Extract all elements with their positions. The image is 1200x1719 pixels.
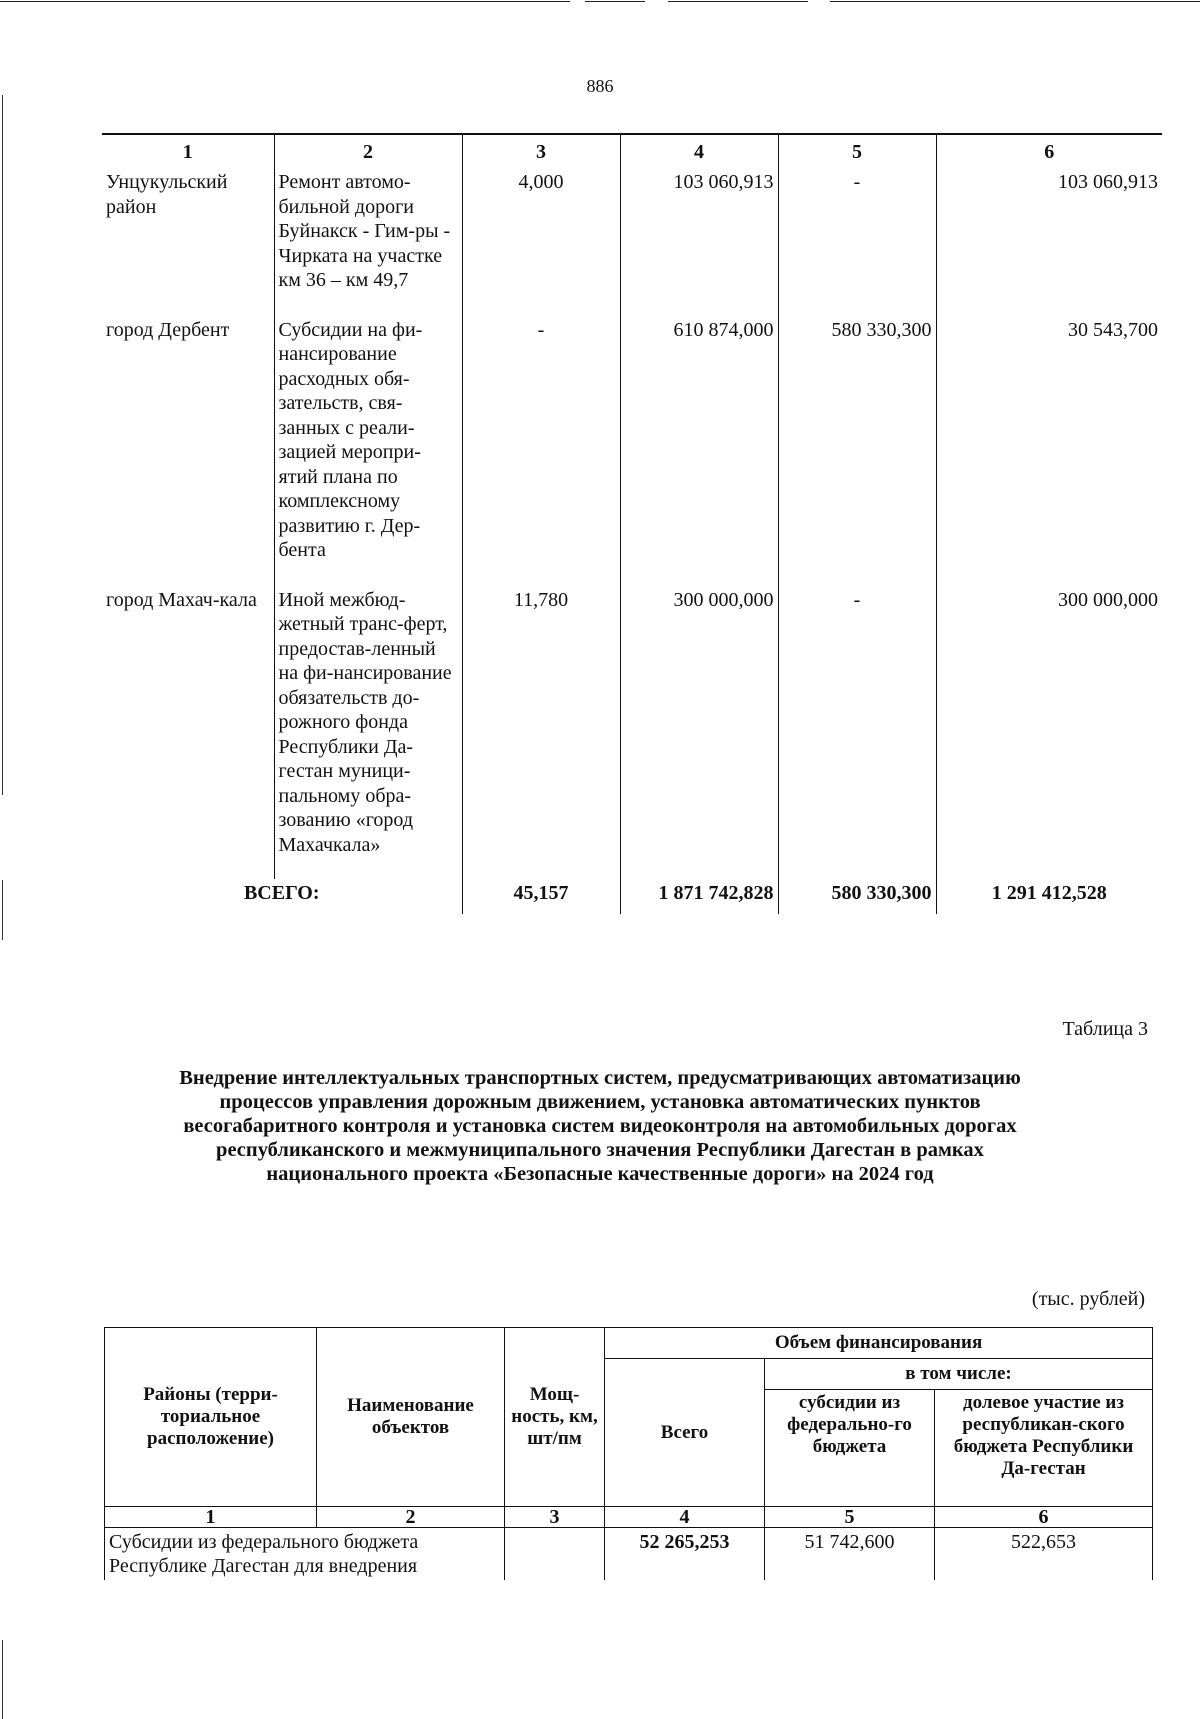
units-label: (тыс. рублей)	[1031, 1288, 1145, 1310]
total-federal: 580 330,300	[778, 879, 936, 914]
federal-cell: 51 742,600	[765, 1528, 935, 1581]
total-row	[102, 879, 1162, 914]
column-number: 2	[274, 134, 462, 167]
total-label: ВСЕГО:	[243, 882, 320, 904]
column-number: 5	[778, 134, 936, 167]
total-cell: 610 874,000	[620, 315, 778, 585]
table-title: Внедрение интеллектуальных транспортных систем, предусматривающих автоматизацию процессов управления дорожным движением, установка автоматических пунктов весогабаритного контроля и установка систем видеоконтроля на автомобильных дорогах республиканского и межмуниципального значения Республики Дагестан в рамках национального проекта «Безопасные качественные дороги» на 2024 год	[179, 1067, 1021, 1185]
page-number: 886	[586, 76, 614, 96]
object-cell: Субсидии на фи-нансирование расходных обя-зательств, свя-занных с реали-зацией меропри-ятий плана по комплексному развитию г. Дер-бента	[274, 315, 462, 585]
total-capacity: 45,157	[462, 879, 620, 914]
total-cell: 300 000,000	[620, 585, 778, 880]
scan-top-line	[668, 1, 808, 2]
total-cell: 52 265,253	[605, 1528, 765, 1581]
scan-top-line	[830, 1, 1200, 2]
column-number-row	[105, 1507, 1153, 1528]
district-cell: город Дербент	[106, 318, 230, 341]
total-cell: 103 060,913	[620, 167, 778, 315]
table-row	[105, 1528, 1153, 1581]
capacity-cell: 11,780	[462, 585, 620, 880]
column-number: 6	[935, 1507, 1153, 1528]
federal-cell: -	[778, 585, 936, 880]
capacity-cell: 4,000	[462, 167, 620, 315]
total-sum: 1 871 742,828	[620, 879, 778, 914]
header-including: в том числе:	[765, 1359, 1153, 1390]
district-cell: город Махач-кала	[106, 588, 257, 611]
header-capacity: Мощ-ность, км, шт/пм	[505, 1328, 605, 1507]
column-number: 1	[105, 1507, 317, 1528]
federal-cell: -	[778, 167, 936, 315]
total-republic: 1 291 412,528	[936, 879, 1162, 914]
scan-top-line	[0, 1, 570, 2]
funding-table-continued	[102, 133, 1162, 914]
republic-cell: 522,653	[935, 1528, 1153, 1581]
table-number-label: Таблица 3	[1062, 1018, 1148, 1040]
capacity-cell: -	[462, 315, 620, 585]
header-federal: субсидии из федерально-го бюджета	[765, 1390, 935, 1507]
scan-top-line	[585, 1, 645, 2]
header-district: Районы (терри-ториальное расположение)	[105, 1328, 317, 1507]
header-total: Всего	[605, 1359, 765, 1507]
column-number: 2	[317, 1507, 505, 1528]
column-number: 4	[620, 134, 778, 167]
column-number: 6	[936, 134, 1162, 167]
header-row	[105, 1328, 1153, 1359]
table-row	[102, 585, 1162, 880]
scan-left-edge	[2, 95, 3, 795]
district-cell: Унцукульский район	[106, 171, 228, 218]
federal-cell: 580 330,300	[778, 315, 936, 585]
republic-cell: 30 543,700	[936, 315, 1162, 585]
its-funding-table	[104, 1327, 1153, 1580]
column-number-row	[102, 134, 1162, 167]
column-number: 4	[605, 1507, 765, 1528]
table-row	[102, 167, 1162, 315]
capacity-cell	[505, 1528, 605, 1581]
scan-left-edge	[2, 1640, 3, 1719]
row-name-cell: Субсидии из федерального бюджета Республике Дагестан для внедрения	[105, 1528, 505, 1581]
header-republic: долевое участие из республикан-ского бюджета Республики Да-гестан	[935, 1390, 1153, 1507]
table-row	[102, 315, 1162, 585]
republic-cell: 103 060,913	[936, 167, 1162, 315]
republic-cell: 300 000,000	[936, 585, 1162, 880]
object-cell: Иной межбюд-жетный транс-ферт, предостав-ленный на фи-нансирование обязательств до-рожного фонда Республики Да-гестан муници-пальному обра-зованию «город Махачкала»	[274, 585, 462, 880]
column-number: 5	[765, 1507, 935, 1528]
scan-left-edge	[2, 880, 3, 940]
column-number: 3	[462, 134, 620, 167]
header-object: Наименование объектов	[317, 1328, 505, 1507]
column-number: 1	[102, 134, 274, 167]
column-number: 3	[505, 1507, 605, 1528]
object-cell: Ремонт автомо-бильной дороги Буйнакск - Гим-ры - Чирката на участке км 36 – км 49,7	[274, 167, 462, 315]
header-funding: Объем финансирования	[605, 1328, 1153, 1359]
